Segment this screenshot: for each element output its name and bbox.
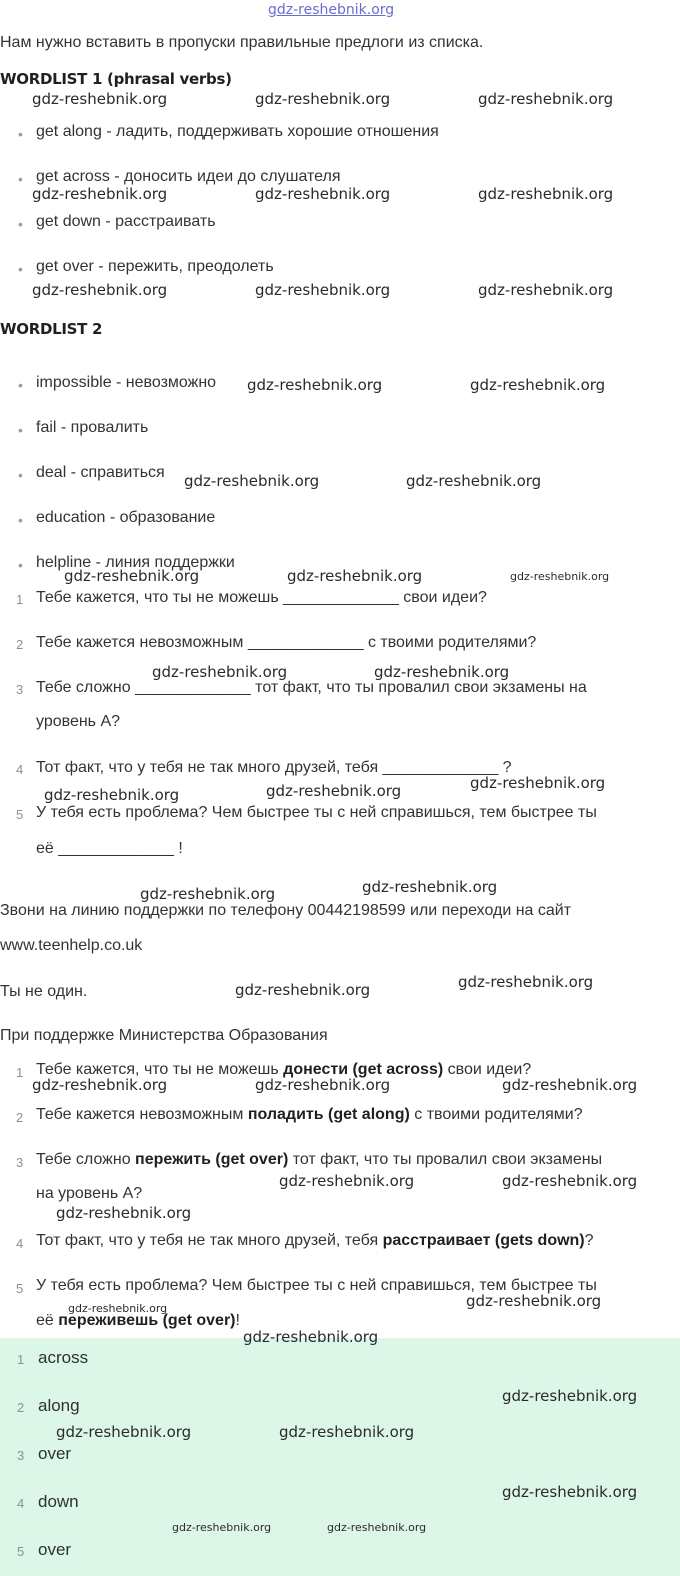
task-line: Тебе кажется, что ты не можешь _____________ свои идеи?	[36, 589, 487, 606]
watermark: gdz-reshebnik.org	[362, 878, 498, 896]
watermark: gdz-reshebnik.org	[458, 973, 594, 991]
wordlist1-item: get over - пережить, преодолеть	[36, 258, 274, 275]
watermark: gdz-reshebnik.org	[279, 1423, 415, 1441]
watermark: gdz-reshebnik.org	[327, 1521, 427, 1534]
wordlist1-title: WORDLIST 1 (phrasal verbs)	[0, 70, 232, 88]
answer-item: over	[38, 1540, 72, 1559]
solution-answer: расстраивает (gets down)	[382, 1232, 585, 1249]
watermark: gdz-reshebnik.org	[68, 1302, 168, 1315]
watermark: gdz-reshebnik.org	[235, 981, 371, 999]
task-line: Тебе сложно _____________ тот факт, что ты провалил свои экзамены на	[36, 679, 587, 696]
task-line: уровень A?	[36, 713, 121, 730]
bullet: •	[18, 126, 23, 142]
task-number: 1	[16, 592, 24, 607]
wordlist2-item: impossible - невозможно	[36, 374, 217, 391]
task-line: У тебя есть проблема? Чем быстрее ты с ней справишься, тем быстрее ты	[36, 804, 597, 821]
task-line: Тот факт, что у тебя не так много друзей, тебя _____________ ?	[36, 759, 512, 776]
answer-item: over	[38, 1444, 72, 1463]
watermark: gdz-reshebnik.org	[32, 90, 168, 108]
watermark: gdz-reshebnik.org	[502, 1387, 638, 1405]
bullet: •	[18, 422, 23, 438]
watermark: gdz-reshebnik.org	[243, 1328, 379, 1346]
wordlist2-item: education - образование	[36, 509, 216, 526]
watermark: gdz-reshebnik.org	[502, 1483, 638, 1501]
support-text: При поддержке Министерства Образования	[0, 1027, 328, 1044]
answer-item: along	[38, 1396, 80, 1415]
bullet: •	[18, 261, 23, 277]
website-link[interactable]: www.teenhelp.co.uk	[0, 937, 143, 954]
wordlist1-item: get along - ладить, поддерживать хорошие отношения	[36, 123, 439, 140]
watermark: gdz-reshebnik.org	[255, 185, 391, 203]
watermark: gdz-reshebnik.org	[64, 567, 200, 585]
solution-line: Тот факт, что у тебя не так много друзей, тебя расстраивает (gets down)?	[36, 1232, 594, 1249]
answer-item: down	[38, 1492, 79, 1511]
watermark: gdz-reshebnik.org	[255, 1076, 391, 1094]
answer-number: 3	[17, 1448, 25, 1463]
watermark: gdz-reshebnik.org	[470, 774, 606, 792]
intro-text: Нам нужно вставить в пропуски правильные предлоги из списка.	[0, 34, 484, 51]
answer-number: 2	[17, 1400, 25, 1415]
solution-line: Тебе сложно пережить (get over) тот факт, что ты провалил свои экзамены	[36, 1151, 603, 1168]
solution-number: 2	[16, 1110, 24, 1125]
bullet: •	[18, 171, 23, 187]
helpline-text: Звони на линию поддержки по телефону 00442198599 или переходи на сайт	[0, 902, 572, 919]
bullet: •	[18, 216, 23, 232]
answer-number: 5	[17, 1544, 25, 1559]
watermark: gdz-reshebnik.org	[478, 281, 614, 299]
watermark: gdz-reshebnik.org	[266, 782, 402, 800]
answers-panel	[0, 1338, 680, 1576]
watermark: gdz-reshebnik.org	[466, 1292, 602, 1310]
watermark: gdz-reshebnik.org	[56, 1423, 192, 1441]
watermark: gdz-reshebnik.org	[247, 376, 383, 394]
answer-item: across	[38, 1348, 89, 1367]
bullet: •	[18, 377, 23, 393]
bullet: •	[18, 467, 23, 483]
watermark: gdz-reshebnik.org	[56, 1204, 192, 1222]
task-line: её _____________ !	[36, 840, 183, 857]
watermark: gdz-reshebnik.org	[374, 663, 510, 681]
solution-number: 5	[16, 1281, 24, 1296]
solution-number: 1	[16, 1065, 24, 1080]
watermark: gdz-reshebnik.org	[32, 185, 168, 203]
watermark: gdz-reshebnik.org	[470, 376, 606, 394]
solution-number: 4	[16, 1236, 24, 1251]
watermark: gdz-reshebnik.org	[152, 663, 288, 681]
watermark: gdz-reshebnik.org	[287, 567, 423, 585]
task-number: 5	[16, 807, 24, 822]
solution-line: У тебя есть проблема? Чем быстрее ты с ней справишься, тем быстрее ты	[36, 1277, 597, 1294]
watermark: gdz-reshebnik.org	[32, 1076, 168, 1094]
alone-text: Ты не один.	[0, 983, 88, 1000]
wordlist1-item: get across - доносить идеи до слушателя	[36, 168, 341, 185]
task-number: 4	[16, 762, 24, 777]
watermark: gdz-reshebnik.org	[279, 1172, 415, 1190]
task-number: 2	[16, 637, 24, 652]
watermark: gdz-reshebnik.org	[502, 1172, 638, 1190]
watermark: gdz-reshebnik.org	[406, 472, 542, 490]
bullet: •	[18, 512, 23, 528]
watermark: gdz-reshebnik.org	[172, 1521, 272, 1534]
solution-line: Тебе кажется невозможным поладить (get along) с твоими родителями?	[36, 1106, 583, 1123]
watermark: gdz-reshebnik.org	[184, 472, 320, 490]
task-number: 3	[16, 682, 24, 697]
solution-answer: переживешь (get over)	[58, 1312, 236, 1329]
solution-answer: поладить (get along)	[247, 1106, 410, 1123]
solution-line: её переживешь (get over)!	[36, 1312, 240, 1329]
wordlist1-item: get down - расстраивать	[36, 213, 216, 230]
solution-number: 3	[16, 1155, 24, 1170]
watermark: gdz-reshebnik.org	[478, 185, 614, 203]
answer-number: 4	[17, 1496, 25, 1511]
watermark: gdz-reshebnik.org	[32, 281, 168, 299]
solution-answer: донести (get across)	[283, 1061, 444, 1078]
answer-number: 1	[17, 1352, 25, 1367]
bullet: •	[18, 557, 23, 573]
wordlist2-item: deal - справиться	[36, 464, 165, 481]
solution-line: Тебе кажется, что ты не можешь донести (get across) свои идеи?	[36, 1061, 532, 1078]
wordlist2-title: WORDLIST 2	[0, 320, 103, 338]
watermark: gdz-reshebnik.org	[478, 90, 614, 108]
watermark: gdz-reshebnik.org	[255, 90, 391, 108]
solution-line: на уровень A?	[36, 1185, 143, 1202]
watermark[interactable]: gdz-reshebnik.org	[268, 2, 395, 18]
task-line: Тебе кажется невозможным _____________ с твоими родителями?	[36, 634, 537, 651]
wordlist2-item: helpline - линия поддержки	[36, 554, 235, 571]
watermark: gdz-reshebnik.org	[140, 885, 276, 903]
watermark: gdz-reshebnik.org	[44, 786, 180, 804]
watermark: gdz-reshebnik.org	[510, 570, 610, 583]
wordlist2-item: fail - провалить	[36, 419, 149, 436]
watermark: gdz-reshebnik.org	[502, 1076, 638, 1094]
watermark: gdz-reshebnik.org	[255, 281, 391, 299]
solution-answer: пережить (get over)	[135, 1151, 289, 1168]
